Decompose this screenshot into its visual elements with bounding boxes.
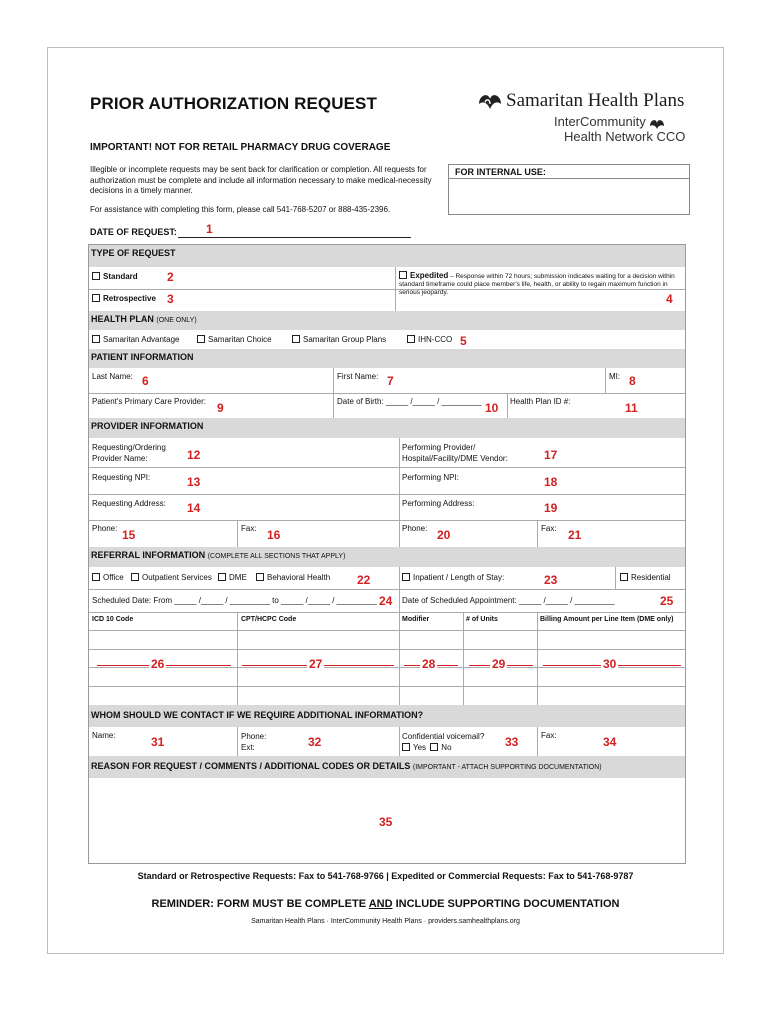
annotation-18: 18 xyxy=(544,475,558,489)
confidential-voicemail-field[interactable]: Confidential voicemail? Yes No xyxy=(402,732,485,752)
annotation-21: 21 xyxy=(568,528,582,542)
referral-dme-checkbox[interactable]: DME xyxy=(218,573,247,582)
requesting-npi-field[interactable]: Requesting NPI: xyxy=(92,473,151,482)
performing-provider-field[interactable]: Performing Provider/ Hospital/Facility/DME Vendor: xyxy=(402,443,508,463)
important-notice: IMPORTANT! NOT FOR RETAIL PHARMACY DRUG COVERAGE xyxy=(90,142,391,153)
scheduled-appointment-field[interactable]: Date of Scheduled Appointment: _____ /_____ / _________ xyxy=(402,596,615,605)
contact-heading: WHOM SHOULD WE CONTACT IF WE REQUIRE ADDITIONAL INFORMATION? xyxy=(89,705,685,727)
annotation-26: 26 xyxy=(151,657,165,671)
annotation-7: 7 xyxy=(387,374,394,388)
referral-office-checkbox[interactable]: Office xyxy=(92,573,124,582)
retrospective-checkbox[interactable]: Retrospective xyxy=(92,294,156,303)
annotation-13: 13 xyxy=(187,475,201,489)
pcp-field[interactable]: Patient's Primary Care Provider: xyxy=(92,397,207,406)
health-plan-id-field[interactable]: Health Plan ID #: xyxy=(510,397,571,406)
annotation-23: 23 xyxy=(544,573,558,587)
health-plan-heading: HEALTH PLAN (ONE ONLY) xyxy=(89,311,685,330)
provider-information-heading: PROVIDER INFORMATION xyxy=(89,418,685,438)
expedited-checkbox[interactable]: Expedited – Response within 72 hours; submission indicates waiting for a decision within standard timeframe could place member's life, health, or ability to regain maximum function in serious jeopardy. xyxy=(399,271,675,296)
col-units: # of Units xyxy=(466,616,498,623)
requesting-provider-name-field[interactable]: Requesting/Ordering Provider Name: xyxy=(92,443,166,463)
annotation-24: 24 xyxy=(379,594,393,608)
internal-use-label: FOR INTERNAL USE: xyxy=(449,165,689,179)
annotation-5: 5 xyxy=(460,334,467,348)
referral-behavioral-health-checkbox[interactable]: Behavioral Health xyxy=(256,573,330,582)
annotation-22: 22 xyxy=(357,573,371,587)
annotation-27: 27 xyxy=(309,657,323,671)
col-billing: Billing Amount per Line Item (DME only) xyxy=(540,616,674,623)
annotation-9: 9 xyxy=(217,401,224,415)
patient-information-heading: PATIENT INFORMATION xyxy=(89,349,685,368)
annotation-12: 12 xyxy=(187,448,201,462)
annotation-15: 15 xyxy=(122,528,136,542)
col-cpt-hcpc: CPT/HCPC Code xyxy=(241,616,297,623)
referral-information-heading: REFERRAL INFORMATION (COMPLETE ALL SECTIONS THAT APPLY) xyxy=(89,547,685,567)
plan-samaritan-advantage-checkbox[interactable]: Samaritan Advantage xyxy=(92,335,180,344)
logo-mark-small-icon xyxy=(648,117,666,131)
last-name-field[interactable]: Last Name: xyxy=(92,372,133,381)
annotation-31: 31 xyxy=(151,735,165,749)
logo-text: Samaritan Health Plans xyxy=(506,90,685,111)
requesting-fax-field[interactable]: Fax: xyxy=(241,524,257,533)
annotation-10: 10 xyxy=(485,401,499,415)
contact-phone-field[interactable]: Phone: Ext: xyxy=(241,732,267,752)
intro-text: Illegible or incomplete requests may be sent back for clarification or completion. All requests for authorization must be complete and include all information necessary to make medical-necessity decisions in a timely manner. xyxy=(90,165,432,195)
reminder-text: REMINDER: FORM MUST BE COMPLETE AND INCLUDE SUPPORTING DOCUMENTATION xyxy=(151,898,620,910)
annotation-25: 25 xyxy=(660,594,674,608)
requesting-address-field[interactable]: Requesting Address: xyxy=(92,499,166,508)
mi-field[interactable]: MI: xyxy=(609,372,621,381)
annotation-34: 34 xyxy=(603,735,617,749)
annotation-1: 1 xyxy=(206,222,213,236)
annotation-2: 2 xyxy=(167,270,174,284)
annotation-17: 17 xyxy=(544,448,558,462)
dob-field[interactable]: Date of Birth: _____ /_____ / _________ xyxy=(337,397,482,406)
logo-subtext-2: Health Network CCO xyxy=(564,129,686,144)
annotation-4: 4 xyxy=(666,292,673,306)
logo-mark-icon xyxy=(476,90,504,112)
requesting-phone-field[interactable]: Phone: xyxy=(92,524,118,533)
standard-checkbox[interactable]: Standard xyxy=(92,272,138,281)
type-of-request-heading: TYPE OF REQUEST xyxy=(89,245,685,267)
annotation-35: 35 xyxy=(379,815,393,829)
footer-plans: Samaritan Health Plans · InterCommunity Health Plans · providers.samhealthplans.org xyxy=(251,918,520,925)
plan-samaritan-group-checkbox[interactable]: Samaritan Group Plans xyxy=(292,335,386,344)
annotation-19: 19 xyxy=(544,501,558,515)
reason-heading: REASON FOR REQUEST / COMMENTS / ADDITIONAL CODES OR DETAILS (IMPORTANT - ATTACH SUPPORTING DOCUMENTATION) xyxy=(89,756,685,778)
plan-ihn-cco-checkbox[interactable]: IHN-CCO xyxy=(407,335,452,344)
first-name-field[interactable]: First Name: xyxy=(337,372,379,381)
annotation-3: 3 xyxy=(167,292,174,306)
date-of-request-field[interactable] xyxy=(178,237,411,238)
annotation-16: 16 xyxy=(267,528,281,542)
annotation-28: 28 xyxy=(422,657,436,671)
internal-use-box xyxy=(448,164,690,215)
annotation-33: 33 xyxy=(505,735,519,749)
annotation-6: 6 xyxy=(142,374,149,388)
annotation-8: 8 xyxy=(629,374,636,388)
annotation-11: 11 xyxy=(625,401,638,415)
referral-outpatient-checkbox[interactable]: Outpatient Services xyxy=(131,573,212,582)
performing-npi-field[interactable]: Performing NPI: xyxy=(402,473,459,482)
form-table xyxy=(88,244,686,864)
contact-name-field[interactable]: Name: xyxy=(92,731,116,740)
form-page xyxy=(47,47,724,954)
inpatient-checkbox[interactable]: Inpatient / Length of Stay: xyxy=(402,573,504,582)
annotation-32: 32 xyxy=(308,735,322,749)
plan-samaritan-choice-checkbox[interactable]: Samaritan Choice xyxy=(197,335,272,344)
logo-subtext-1: InterCommunity xyxy=(554,114,646,129)
performing-address-field[interactable]: Performing Address: xyxy=(402,499,475,508)
performing-fax-field[interactable]: Fax: xyxy=(541,524,557,533)
col-icd10: ICD 10 Code xyxy=(92,616,134,623)
annotation-20: 20 xyxy=(437,528,451,542)
scheduled-date-field[interactable]: Scheduled Date: From _____ /_____ / _________ to _____ /_____ / _________ xyxy=(92,596,377,605)
annotation-29: 29 xyxy=(492,657,506,671)
annotation-14: 14 xyxy=(187,501,201,515)
performing-phone-field[interactable]: Phone: xyxy=(402,524,428,533)
date-of-request-label: DATE OF REQUEST: xyxy=(90,227,177,237)
contact-fax-field[interactable]: Fax: xyxy=(541,731,557,740)
col-modifier: Modifier xyxy=(402,616,430,623)
assistance-text: For assistance with completing this form, please call 541-768-5207 or 888-435-2396. xyxy=(90,205,391,214)
fax-instructions: Standard or Retrospective Requests: Fax to 541-768-9766 | Expedited or Commercial Requests: Fax to 541-768-9787 xyxy=(137,871,634,881)
annotation-30: 30 xyxy=(603,657,617,671)
residential-checkbox[interactable]: Residential xyxy=(620,573,671,582)
form-title: PRIOR AUTHORIZATION REQUEST xyxy=(90,94,377,113)
